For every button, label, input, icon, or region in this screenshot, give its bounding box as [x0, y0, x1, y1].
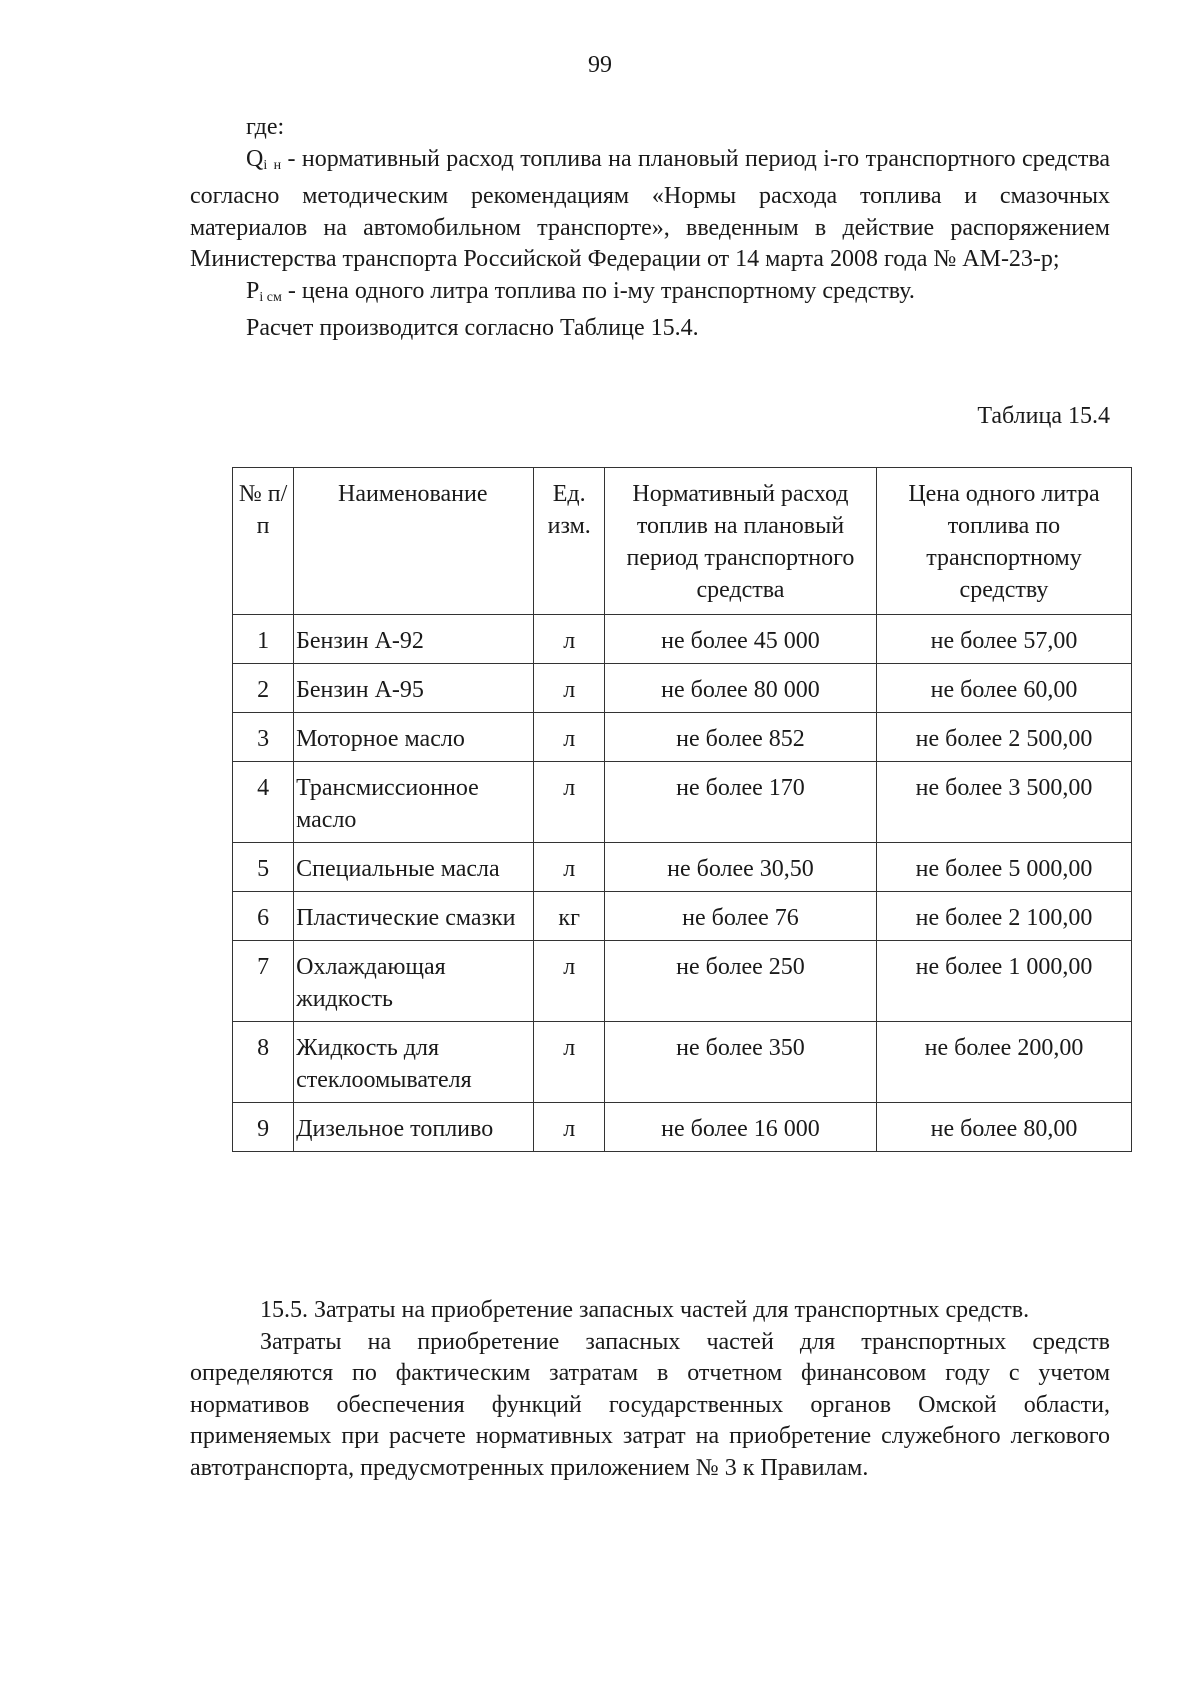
where-label: где:	[246, 114, 285, 140]
table-row	[233, 713, 1132, 762]
q-definition	[190, 144, 1110, 276]
header-norm: Нормативный расход топлив на плановый период транспортного средства	[604, 468, 876, 615]
row-unit: л	[534, 941, 605, 1022]
row-norm: не более 170	[604, 762, 876, 843]
table-row	[233, 1022, 1132, 1103]
row-norm: не более 250	[604, 941, 876, 1022]
row-name: Специальные масла	[294, 843, 534, 892]
row-unit: л	[534, 615, 605, 664]
row-name: Бензин А-92	[294, 615, 534, 664]
row-name: Моторное масло	[294, 713, 534, 762]
row-num: 3	[233, 713, 294, 762]
header-name: Наименование	[294, 468, 534, 615]
row-price: не более 2 500,00	[876, 713, 1131, 762]
row-price: не более 57,00	[876, 615, 1131, 664]
row-norm: не более 350	[604, 1022, 876, 1103]
row-name: Дизельное топливо	[294, 1103, 534, 1152]
section-15-5	[190, 1295, 1110, 1484]
row-unit: л	[534, 664, 605, 713]
fuel-norms-table	[232, 467, 1132, 1152]
row-num: 2	[233, 664, 294, 713]
q-subscript-n: н	[273, 157, 282, 173]
row-num: 5	[233, 843, 294, 892]
q-definition-text: - нормативный расход топлива на плановый период i-го транспортного средства согласно методическим рекомендациям «Нормы расхода топлива и смазочных материалов на автомобильном транспорте», введенным в действие распоряжением Министерства транспорта Российской Федерации от 14 марта 2008 года № АМ-23-р;	[190, 145, 1110, 272]
q-subscript-i: i	[263, 157, 268, 173]
row-price: не более 1 000,00	[876, 941, 1131, 1022]
row-price: не более 5 000,00	[876, 843, 1131, 892]
row-price: не более 200,00	[876, 1022, 1131, 1103]
row-norm: не более 30,50	[604, 843, 876, 892]
row-name: Бензин А-95	[294, 664, 534, 713]
table-row	[233, 1103, 1132, 1152]
row-norm: не более 76	[604, 892, 876, 941]
row-name: Пластические смазки	[294, 892, 534, 941]
p-subscript: i см	[259, 289, 282, 305]
table-row	[233, 664, 1132, 713]
header-unit: Ед. изм.	[534, 468, 605, 615]
table-row	[233, 762, 1132, 843]
row-num: 7	[233, 941, 294, 1022]
table-row	[233, 615, 1132, 664]
row-norm: не более 80 000	[604, 664, 876, 713]
row-price: не более 60,00	[876, 664, 1131, 713]
row-price: не более 3 500,00	[876, 762, 1131, 843]
row-norm: не более 45 000	[604, 615, 876, 664]
row-norm: не более 16 000	[604, 1103, 876, 1152]
p-symbol: P	[246, 277, 260, 304]
table-body	[233, 615, 1132, 1152]
table-row	[233, 892, 1132, 941]
p-definition	[190, 276, 1110, 314]
header-num: № п/п	[233, 468, 294, 615]
row-price: не более 80,00	[876, 1103, 1131, 1152]
section-heading: 15.5. Затраты на приобретение запасных частей для транспортных средств.	[260, 1297, 1030, 1323]
p-definition-text: - цена одного литра топлива по i-му транспортному средству.	[281, 277, 915, 304]
row-num: 1	[233, 615, 294, 664]
header-price: Цена одного литра топлива по транспортному средству	[876, 468, 1131, 615]
page-number: 99	[588, 52, 612, 78]
row-unit: л	[534, 713, 605, 762]
row-num: 4	[233, 762, 294, 843]
section-body: Затраты на приобретение запасных частей для транспортных средств определяются по фактическим затратам в отчетном финансовом году с учетом нормативов обеспечения функций государственных органов Омской области, применяемых при расчете нормативных затрат на приобретение служебного легкового автотранспорта, предусмотренных приложением № 3 к Правилам.	[190, 1328, 1110, 1481]
row-num: 9	[233, 1103, 294, 1152]
row-num: 6	[233, 892, 294, 941]
row-name: Трансмиссионное масло	[294, 762, 534, 843]
row-num: 8	[233, 1022, 294, 1103]
row-unit: л	[534, 762, 605, 843]
table-row	[233, 941, 1132, 1022]
table-caption: Таблица 15.4	[977, 403, 1110, 429]
row-price: не более 2 100,00	[876, 892, 1131, 941]
row-unit: л	[534, 843, 605, 892]
row-name: Жидкость для стеклоомывателя	[294, 1022, 534, 1103]
row-norm: не более 852	[604, 713, 876, 762]
row-name: Охлаждающая жидкость	[294, 941, 534, 1022]
table-row	[233, 843, 1132, 892]
q-symbol: Q	[246, 145, 264, 172]
row-unit: л	[534, 1103, 605, 1152]
calculation-note: Расчет производится согласно Таблице 15.4.	[246, 315, 699, 341]
row-unit: кг	[534, 892, 605, 941]
row-unit: л	[534, 1022, 605, 1103]
intro-block	[190, 112, 1110, 345]
table-header-row	[233, 468, 1132, 615]
